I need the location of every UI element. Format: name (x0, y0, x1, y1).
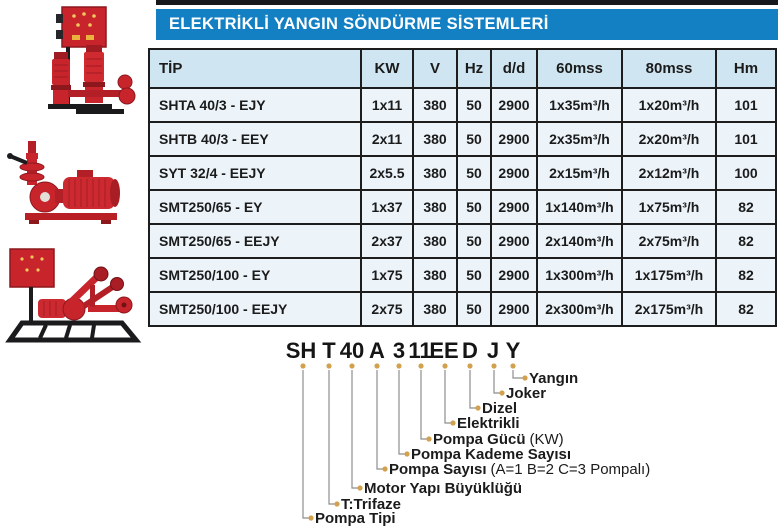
cell-80mss: 2x175m³/h (622, 292, 716, 326)
connector-line-jockey (494, 370, 502, 393)
code-segment-diesel: D (462, 338, 478, 363)
legend-label-power: Pompa Gücü (KW) (433, 431, 564, 448)
cell-v: 380 (413, 190, 457, 224)
cell-80mss: 2x20m³/h (622, 122, 716, 156)
cell-hz: 50 (457, 122, 491, 156)
col-header-60mss: 60mss (537, 49, 622, 88)
cell-80mss: 2x75m³/h (622, 224, 716, 258)
cell-model: SMT250/65 - EEJY (149, 224, 361, 258)
connector-dot (308, 515, 313, 520)
table-row (149, 224, 776, 258)
cell-model: SHTB 40/3 - EEY (149, 122, 361, 156)
table-row (149, 258, 776, 292)
code-segment-electric: EE (429, 338, 459, 363)
cell-hz: 50 (457, 190, 491, 224)
product-photo-vertical-twin-pump-set (22, 2, 142, 132)
cell-kw: 1x37 (361, 190, 413, 224)
connector-dot (467, 363, 472, 368)
cell-model: SMT250/100 - EY (149, 258, 361, 292)
col-header-dd: d/d (491, 49, 537, 88)
cell-80mss: 1x20m³/h (622, 88, 716, 122)
cell-dd: 2900 (491, 292, 537, 326)
col-header-kw: KW (361, 49, 413, 88)
legend-label-electric: Elektrikli (457, 415, 520, 432)
cell-hz: 50 (457, 258, 491, 292)
connector-dot (404, 451, 409, 456)
cell-dd: 2900 (491, 190, 537, 224)
code-segment-fire: Y (505, 338, 521, 363)
cell-v: 380 (413, 156, 457, 190)
section-banner (156, 9, 778, 40)
cell-hm: 101 (716, 88, 776, 122)
cell-60mss: 1x300m³/h (537, 258, 622, 292)
table-row (149, 88, 776, 122)
connector-dot (357, 485, 362, 490)
table-row (149, 190, 776, 224)
connector-dot (382, 466, 387, 471)
table-row (149, 292, 776, 326)
legend-label-frame-size: Motor Yapı Büyüklüğü (364, 480, 523, 497)
cell-dd: 2900 (491, 156, 537, 190)
legend-label-diesel: Dizel (482, 400, 518, 417)
cell-dd: 2900 (491, 122, 537, 156)
cell-kw: 2x75 (361, 292, 413, 326)
connector-dot (522, 375, 527, 380)
code-segment-frame-size: 40 (339, 338, 365, 363)
cell-dd: 2900 (491, 224, 537, 258)
legend-label-jockey: Joker (506, 385, 547, 402)
cell-60mss: 2x140m³/h (537, 224, 622, 258)
cell-v: 380 (413, 258, 457, 292)
cell-80mss: 1x175m³/h (622, 258, 716, 292)
code-segment-pump-count: A (369, 338, 385, 363)
cell-hm: 82 (716, 190, 776, 224)
connector-line-frame-size (352, 370, 360, 488)
cell-kw: 2x11 (361, 122, 413, 156)
cell-kw: 2x5.5 (361, 156, 413, 190)
cell-dd: 2900 (491, 88, 537, 122)
col-header-v: V (413, 49, 457, 88)
code-segment-pump-type: SH (285, 338, 317, 363)
cell-v: 380 (413, 224, 457, 258)
connector-dot (349, 363, 354, 368)
connector-dot (426, 436, 431, 441)
legend-label-pump-type: Pompa Tipi (315, 510, 396, 527)
model-code-legend (0, 325, 778, 532)
connector-dot (374, 363, 379, 368)
cell-hz: 50 (457, 292, 491, 326)
cell-kw: 2x37 (361, 224, 413, 258)
table-header-row (149, 49, 776, 88)
cell-dd: 2900 (491, 258, 537, 292)
cell-model: SHTA 40/3 - EJY (149, 88, 361, 122)
cell-80mss: 2x12m³/h (622, 156, 716, 190)
connector-dot (491, 363, 496, 368)
cell-60mss: 2x15m³/h (537, 156, 622, 190)
cell-60mss: 1x35m³/h (537, 88, 622, 122)
code-segment-power: 11 (408, 338, 432, 363)
cell-hm: 82 (716, 292, 776, 326)
code-segment-stage-count: 3 (392, 338, 406, 363)
cell-kw: 1x75 (361, 258, 413, 292)
cell-hm: 82 (716, 258, 776, 292)
legend-label-stage-count: Pompa Kademe Sayısı (411, 446, 572, 463)
connector-dot (334, 501, 339, 506)
cell-hm: 101 (716, 122, 776, 156)
connector-dot (326, 363, 331, 368)
cell-60mss: 2x300m³/h (537, 292, 622, 326)
cell-hm: 100 (716, 156, 776, 190)
cell-hz: 50 (457, 88, 491, 122)
code-segment-phase: T (322, 338, 336, 363)
cell-80mss: 1x75m³/h (622, 190, 716, 224)
connector-dot (499, 390, 504, 395)
col-header-hz: Hz (457, 49, 491, 88)
code-segment-jockey: J (486, 338, 500, 363)
connector-dot (442, 363, 447, 368)
col-header-80mss: 80mss (622, 49, 716, 88)
connector-dot (396, 363, 401, 368)
connector-line-pump-type (303, 370, 311, 518)
connector-line-pump-count (377, 370, 385, 469)
connector-line-power (421, 370, 429, 439)
cell-model: SMT250/100 - EEJY (149, 292, 361, 326)
connector-dot (300, 363, 305, 368)
table-row (149, 156, 776, 190)
cell-v: 380 (413, 292, 457, 326)
page-title: ELEKTRİKLİ YANGIN SÖNDÜRME SİSTEMLERİ (169, 15, 549, 33)
cell-hm: 82 (716, 224, 776, 258)
cell-v: 380 (413, 88, 457, 122)
cell-hz: 50 (457, 224, 491, 258)
top-divider-strip (156, 0, 778, 5)
connector-dot (418, 363, 423, 368)
product-photo-column (0, 0, 148, 360)
legend-label-pump-count: Pompa Sayısı (A=1 B=2 C=3 Pompalı) (389, 461, 651, 478)
cell-kw: 1x11 (361, 88, 413, 122)
connector-line-stage-count (399, 370, 407, 454)
cell-v: 380 (413, 122, 457, 156)
cell-hz: 50 (457, 156, 491, 190)
legend-label-phase: T:Trifaze (341, 496, 402, 513)
cell-model: SMT250/65 - EY (149, 190, 361, 224)
col-header-tip: TİP (149, 49, 361, 88)
legend-label-fire: Yangın (529, 370, 579, 387)
connector-dot (475, 405, 480, 410)
cell-60mss: 1x140m³/h (537, 190, 622, 224)
connector-dot (450, 420, 455, 425)
cell-60mss: 2x35m³/h (537, 122, 622, 156)
table-row (149, 122, 776, 156)
connector-line-electric (445, 370, 453, 423)
connector-dot (510, 363, 515, 368)
spec-table (148, 48, 777, 327)
connector-line-diesel (470, 370, 478, 408)
col-header-hm: Hm (716, 49, 776, 88)
product-photo-horizontal-pump (5, 133, 130, 233)
cell-model: SYT 32/4 - EEJY (149, 156, 361, 190)
connector-line-phase (329, 370, 337, 504)
